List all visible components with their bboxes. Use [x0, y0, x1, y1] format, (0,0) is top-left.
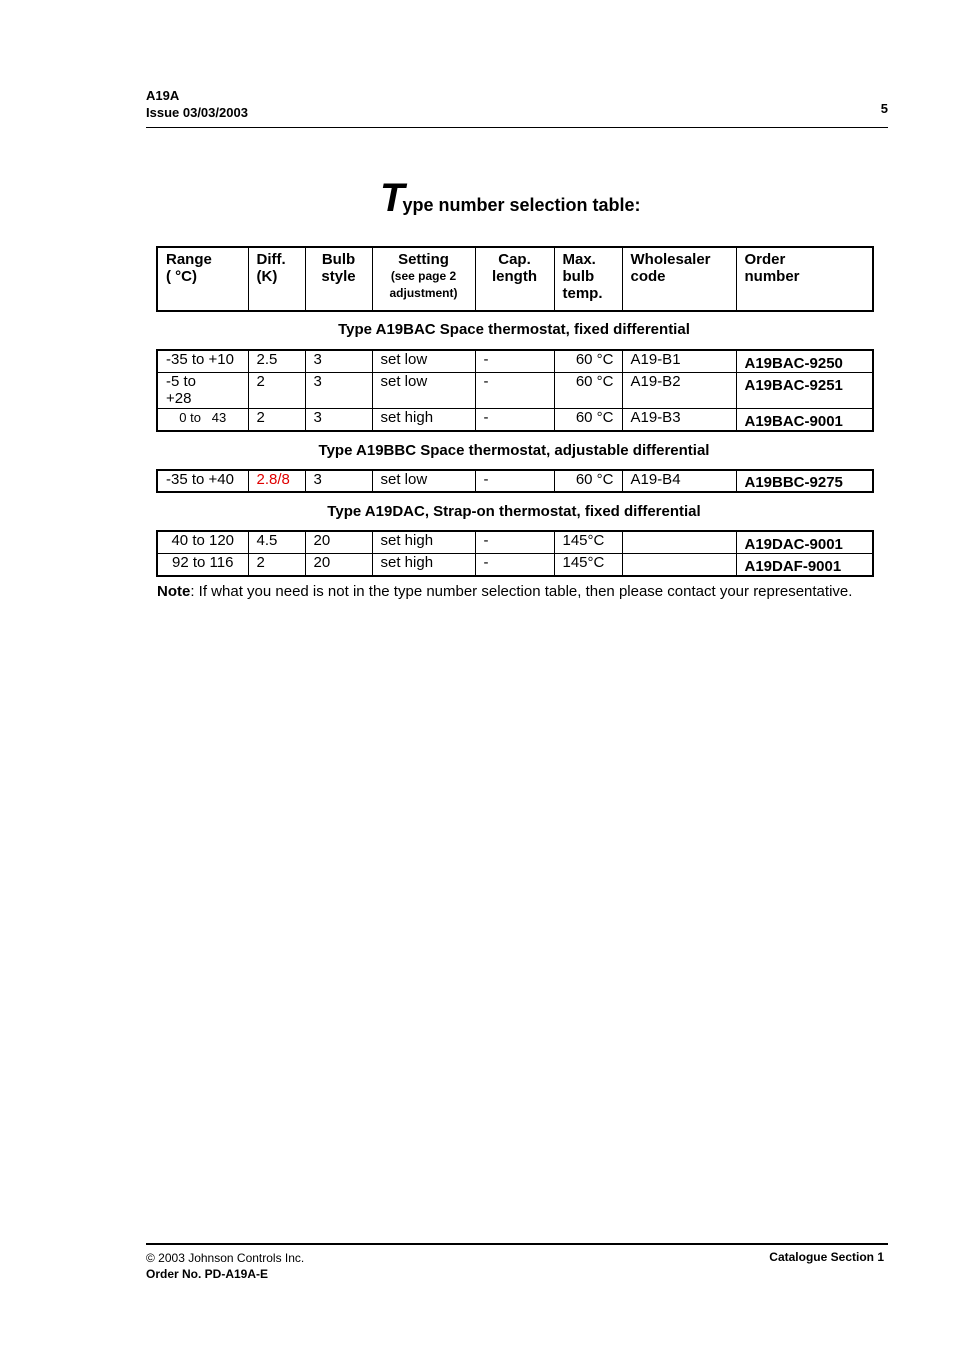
- section-table: [156, 349, 874, 432]
- cell-maxtemp: 145°C: [554, 531, 622, 553]
- table-row: [157, 553, 873, 576]
- cell-wholesaler-code: [622, 553, 736, 576]
- cell-order-number: A19BAC-9250: [736, 350, 873, 372]
- document-header: [146, 87, 248, 121]
- cell-setting: set high: [372, 408, 475, 431]
- note-text: : If what you need is not in the type number selection table, then please contact your representative.: [190, 583, 853, 600]
- cell-bulb: 3: [305, 350, 372, 372]
- section-table: [156, 530, 874, 577]
- cell-bulb: 3: [305, 408, 372, 431]
- cell-maxtemp: 60 °C: [554, 470, 622, 492]
- header-rule: [146, 127, 888, 128]
- page-number: 5: [880, 101, 888, 116]
- title-initial: T: [380, 176, 403, 220]
- note-label: Note: [157, 583, 191, 600]
- cell-setting: set low: [372, 350, 475, 372]
- section-title: Type A19BAC Space thermostat, fixed differential: [338, 321, 690, 338]
- cell-diff: 2: [248, 408, 305, 431]
- footer-rule: [146, 1243, 888, 1245]
- cell-range: -5 to +28: [157, 372, 248, 408]
- cell-order-number: A19DAF-9001: [736, 553, 873, 576]
- document-footer: [146, 1250, 304, 1282]
- col-header-wholesaler: Wholesaler code: [622, 247, 736, 311]
- table-row: [157, 350, 873, 372]
- section-title: Type A19DAC, Strap-on thermostat, fixed differential: [327, 503, 701, 520]
- order-no: Order No. PD-A19A-E: [146, 1267, 269, 1281]
- cell-setting: set low: [372, 372, 475, 408]
- cell-range: 0 to 43: [157, 408, 248, 431]
- issue-date: Issue 03/03/2003: [146, 105, 248, 120]
- cell-cap: -: [475, 408, 554, 431]
- col-header-order: Order number: [736, 247, 873, 311]
- cell-wholesaler-code: A19-B1: [622, 350, 736, 372]
- cell-diff: 2.5: [248, 350, 305, 372]
- table-row: [157, 470, 873, 492]
- section-title: Type A19BBC Space thermostat, adjustable differential: [318, 442, 710, 459]
- catalogue-section: Catalogue Section 1: [769, 1250, 884, 1264]
- cell-setting: set high: [372, 531, 475, 553]
- column-header-table: [156, 246, 874, 312]
- cell-cap: -: [475, 553, 554, 576]
- cell-order-number: A19DAC-9001: [736, 531, 873, 553]
- copyright: © 2003 Johnson Controls Inc.: [146, 1251, 305, 1265]
- cell-range: -35 to +10: [157, 350, 248, 372]
- section-table: [156, 469, 874, 493]
- cell-maxtemp: 60 °C: [554, 350, 622, 372]
- cell-cap: -: [475, 470, 554, 492]
- cell-order-number: A19BAC-9001: [736, 408, 873, 431]
- cell-diff: 2: [248, 372, 305, 408]
- cell-order-number: A19BAC-9251: [736, 372, 873, 408]
- col-header-cap: Cap. length: [475, 247, 554, 311]
- cell-bulb: 20: [305, 531, 372, 553]
- cell-bulb: 3: [305, 470, 372, 492]
- cell-cap: -: [475, 372, 554, 408]
- note-paragraph: [157, 583, 857, 600]
- cell-bulb: 20: [305, 553, 372, 576]
- cell-setting: set low: [372, 470, 475, 492]
- cell-setting: set high: [372, 553, 475, 576]
- cell-cap: -: [475, 531, 554, 553]
- cell-range: -35 to +40: [157, 470, 248, 492]
- cell-maxtemp: 60 °C: [554, 372, 622, 408]
- table-row: [157, 531, 873, 553]
- cell-maxtemp: 145°C: [554, 553, 622, 576]
- doc-id: A19A: [146, 88, 180, 103]
- table-row: [157, 408, 873, 431]
- cell-diff: 4.5: [248, 531, 305, 553]
- col-header-bulb: Bulb style: [305, 247, 372, 311]
- cell-wholesaler-code: [622, 531, 736, 553]
- cell-bulb: 3: [305, 372, 372, 408]
- cell-cap: -: [475, 350, 554, 372]
- title-text: ype number selection table:: [402, 195, 641, 215]
- col-header-diff: Diff. (K): [248, 247, 305, 311]
- col-header-maxtemp: Max. bulb temp.: [554, 247, 622, 311]
- cell-wholesaler-code: A19-B3: [622, 408, 736, 431]
- cell-diff: 2.8/8: [248, 470, 305, 492]
- cell-range: 40 to 120: [157, 531, 248, 553]
- cell-wholesaler-code: A19-B4: [622, 470, 736, 492]
- col-header-setting: Setting (see page 2 adjustment): [372, 247, 475, 311]
- cell-wholesaler-code: A19-B2: [622, 372, 736, 408]
- page-title: [380, 178, 641, 218]
- cell-maxtemp: 60 °C: [554, 408, 622, 431]
- table-row: [157, 372, 873, 408]
- cell-diff: 2: [248, 553, 305, 576]
- col-header-range: Range ( °C): [157, 247, 248, 311]
- cell-range: 92 to 116: [157, 553, 248, 576]
- cell-order-number: A19BBC-9275: [736, 470, 873, 492]
